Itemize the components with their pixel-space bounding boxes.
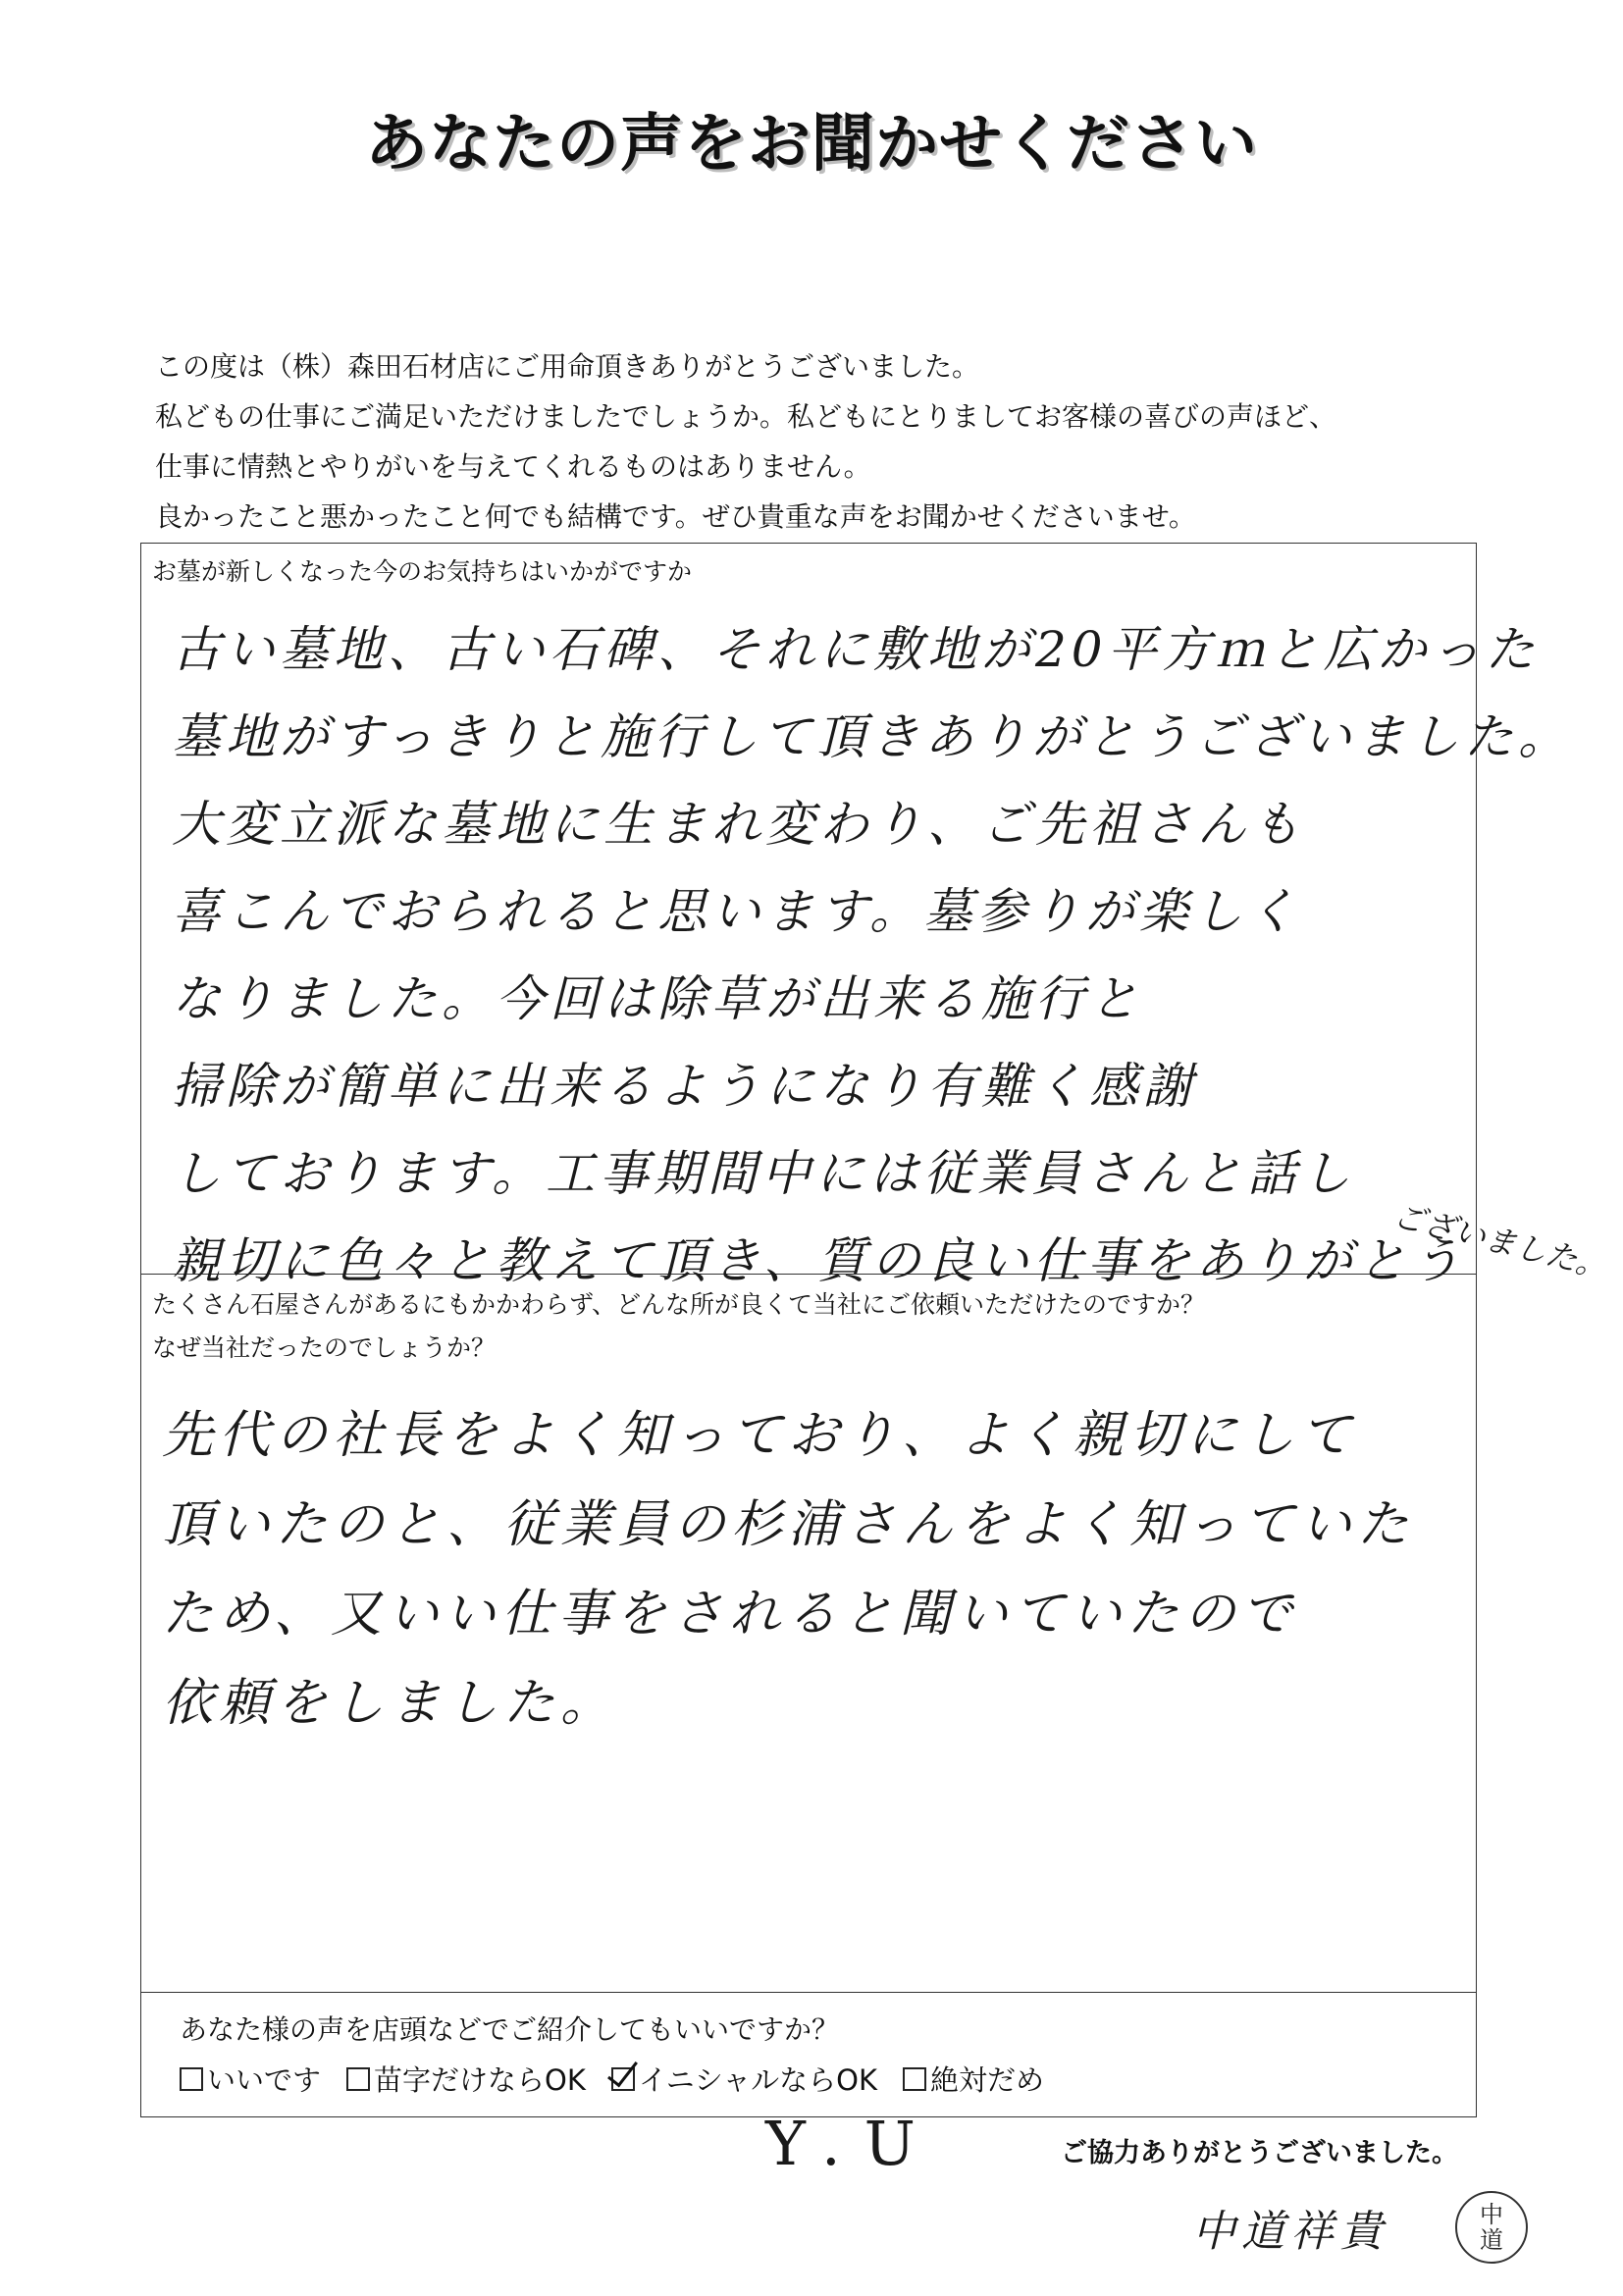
checked-checkbox-icon[interactable] xyxy=(611,2067,635,2091)
intro-line: この度は（株）森田石材店にご用命頂きありがとうございました。 xyxy=(155,350,980,383)
option-label: イニシャルならOK xyxy=(638,2063,877,2097)
answer-line: 喜こんでおられると思います。墓参りが楽しく xyxy=(172,883,1301,940)
question-1-label: お墓が新しくなった今のお気持ちはいかがですか xyxy=(152,557,693,586)
intro-line: 仕事に情熱とやりがいを与えてくれるものはありません。 xyxy=(155,450,871,483)
option-initials-only[interactable] xyxy=(611,2059,877,2099)
consent-options xyxy=(180,2059,1044,2099)
page-title: あなたの声をお聞かせください xyxy=(365,108,1258,181)
seal-char: 道 xyxy=(1480,2226,1503,2254)
question-2-answer xyxy=(162,1391,1414,1748)
option-surname-only[interactable] xyxy=(346,2059,586,2099)
thanks-message: ご協力ありがとうございました。 xyxy=(1061,2138,1458,2168)
option-never[interactable] xyxy=(903,2059,1044,2099)
option-label: 苗字だけならOK xyxy=(374,2063,586,2097)
question-1-answer-overflow: ございました。 xyxy=(1388,1196,1612,1286)
intro-line: 私どもの仕事にご満足いただけましたでしょうか。私どもにとりましてお客様の喜びの声ほど、 xyxy=(155,400,1337,433)
intro-line: 良かったこと悪かったこと何でも結構です。ぜひ貴重な声をお聞かせくださいませ。 xyxy=(155,500,1196,533)
answer-line: 古い墓地、古い石碑、それに敷地が20平方ｍと広かった xyxy=(172,621,1540,678)
question-2-sublabel: なぜ当社だったのでしょうか？ xyxy=(152,1333,497,1362)
answer-line: 墓地がすっきりと施行して頂きありがとうございました。 xyxy=(172,708,1572,765)
hanko-seal xyxy=(1455,2191,1528,2264)
option-ok[interactable] xyxy=(180,2059,321,2099)
intro-text xyxy=(155,341,1529,542)
section-divider xyxy=(140,1992,1477,1993)
answer-line: 先代の社長をよく知っており、よく親切にして xyxy=(162,1406,1358,1465)
checkbox-icon[interactable] xyxy=(180,2067,203,2091)
question-1-answer xyxy=(172,606,1572,1305)
checkbox-icon[interactable] xyxy=(903,2067,926,2091)
option-label: 絶対だめ xyxy=(929,2063,1044,2097)
staff-signature: 中道祥貴 xyxy=(1192,2207,1388,2257)
seal-char: 中 xyxy=(1480,2201,1503,2228)
handwritten-initials: Y.U xyxy=(765,2108,939,2179)
option-label: いいです xyxy=(207,2063,322,2097)
consent-question: あなた様の声を店頭などでご紹介してもいいですか？ xyxy=(180,2013,840,2046)
checkbox-icon[interactable] xyxy=(346,2067,370,2091)
question-2-label: たくさん石屋さんがあるにもかかわらず、どんな所が良くて当社にご依頼いただけたのですか？ xyxy=(152,1290,1206,1319)
answer-line: 依頼をしました。 xyxy=(162,1674,618,1733)
answer-line: 頂いたのと、従業員の杉浦さんをよく知っていた xyxy=(162,1495,1415,1554)
answer-line: しております。工事期間中には従業員さんと話し xyxy=(172,1145,1355,1202)
answer-line: なりました。今回は除草が出来る施行と xyxy=(172,970,1143,1027)
answer-line: ため、又いい仕事をされると聞いていたので xyxy=(162,1585,1298,1644)
answer-line: 大変立派な墓地に生まれ変わり、ご先祖さんも xyxy=(172,796,1305,853)
answer-line: 親切に色々と教えて頂き、質の良い仕事をありがとう xyxy=(172,1232,1465,1289)
answer-line: 掃除が簡単に出来るようになり有難く感謝 xyxy=(172,1058,1197,1115)
